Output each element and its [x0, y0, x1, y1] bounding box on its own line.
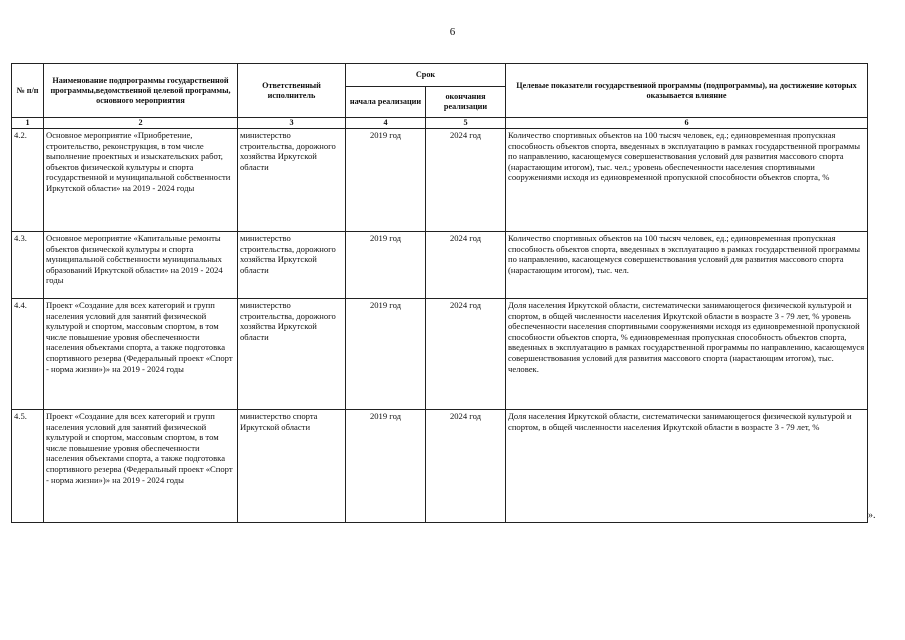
row-indicators: Количество спортивных объектов на 100 тысяч человек, ед.; единовременная пропускная способность объектов спорта, введенных в эксплуатацию в рамках государственной программы по направлению, касающемуся совершенствования условий для развития массового спорта (нарастающим итогом), тыс. чел.: [506, 232, 868, 299]
header-indicators: Целевые показатели государственной программы (подпрограммы), на достижение которых оказывается влияние: [506, 64, 868, 118]
header-end: окончания реализации: [426, 87, 506, 118]
row-executor: министерство спорта Иркутской области: [238, 410, 346, 523]
row-executor: министерство строительства, дорожного хозяйства Иркутской области: [238, 129, 346, 232]
header-term: Срок: [346, 64, 506, 87]
table-row: [12, 299, 868, 410]
row-end: 2024 год: [426, 299, 506, 410]
column-number: 2: [44, 118, 238, 129]
column-number: 4: [346, 118, 426, 129]
row-number: 4.5.: [12, 410, 44, 523]
row-start: 2019 год: [346, 299, 426, 410]
row-executor: министерство строительства, дорожного хозяйства Иркутской области: [238, 232, 346, 299]
row-name: Проект «Создание для всех категорий и групп населения условий для занятий физической культурой и спортом, массовым спортом, в том числе повышение уровня обеспеченности населения объектами спорта, а также подготовка спортивного резерва (Федеральный проект «Спорт - норма жизни»)» на 2019 - 2024 годы: [44, 410, 238, 523]
row-end: 2024 год: [426, 410, 506, 523]
row-start: 2019 год: [346, 129, 426, 232]
header-name: Наименование подпрограммы государственной программы,ведомственной целевой программы, основного мероприятия: [44, 64, 238, 118]
row-executor: министерство строительства, дорожного хозяйства Иркутской области: [238, 299, 346, 410]
row-indicators: Доля населения Иркутской области, систематически занимающегося физической культурой и спортом, в общей численности населения Иркутской области в возрасте 3 - 79 лет, % уровень обеспеченности населения спортивными сооружениями исходя из единовременной пропускной способности объектов спорта, % единовременная пропускная способность объектов спорта, введенных в эксплуатацию в рамках государственной программы по направлению, касающемуся совершенствования условий для развития массового спорта (нарастающим итогом), тыс. человек.: [506, 299, 868, 410]
header-executor: Ответственный исполнитель: [238, 64, 346, 118]
row-name: Основное мероприятие «Капитальные ремонты объектов физической культуры и спорта муниципальной собственности муниципальных образований Иркутской области» на 2019 - 2024 годы: [44, 232, 238, 299]
row-end: 2024 год: [426, 129, 506, 232]
row-number: 4.2.: [12, 129, 44, 232]
row-indicators: Количество спортивных объектов на 100 тысяч человек, ед.; единовременная пропускная способность объектов спорта, введенных в эксплуатацию в рамках государственной программы по направлению, касающемуся совершенствования условий для развития массового спорта (нарастающим итогом), тыс. чел.; уровень обеспеченности населения спортивными сооружениями исходя из единовременной пропускной способности объектов спорта, %: [506, 129, 868, 232]
column-number: 3: [238, 118, 346, 129]
column-number-row: [12, 118, 868, 129]
row-number: 4.4.: [12, 299, 44, 410]
row-indicators: Доля населения Иркутской области, систематически занимающегося физической культурой и спортом, в общей численности населения Иркутской области в возрасте 3 - 79 лет, %: [506, 410, 868, 523]
table-row: [12, 129, 868, 232]
row-name: Проект «Создание для всех категорий и групп населения условий для занятий физической культурой и спортом, массовым спортом, в том числе повышение уровня обеспеченности населения объектами спорта, а также подготовка спортивного резерва (Федеральный проект «Спорт - норма жизни»)» на 2019 - 2024 годы: [44, 299, 238, 410]
row-start: 2019 год: [346, 232, 426, 299]
row-end: 2024 год: [426, 232, 506, 299]
column-number: 5: [426, 118, 506, 129]
closing-mark: ».: [868, 510, 876, 521]
table-row: [12, 410, 868, 523]
column-number: 1: [12, 118, 44, 129]
header-num: № п/п: [12, 64, 44, 118]
column-number: 6: [506, 118, 868, 129]
table-row: [12, 232, 868, 299]
row-start: 2019 год: [346, 410, 426, 523]
program-table: [11, 63, 868, 523]
row-name: Основное мероприятие «Приобретение, строительство, реконструкция, в том числе выполнение проектных и изыскательских работ, объектов физической культуры и спорта государственной и муниципальной собственности Иркутской области» на 2019 - 2024 годы: [44, 129, 238, 232]
header-row: [12, 64, 868, 87]
header-start: начала реализации: [346, 87, 426, 118]
page-number: 6: [449, 26, 456, 38]
row-number: 4.3.: [12, 232, 44, 299]
